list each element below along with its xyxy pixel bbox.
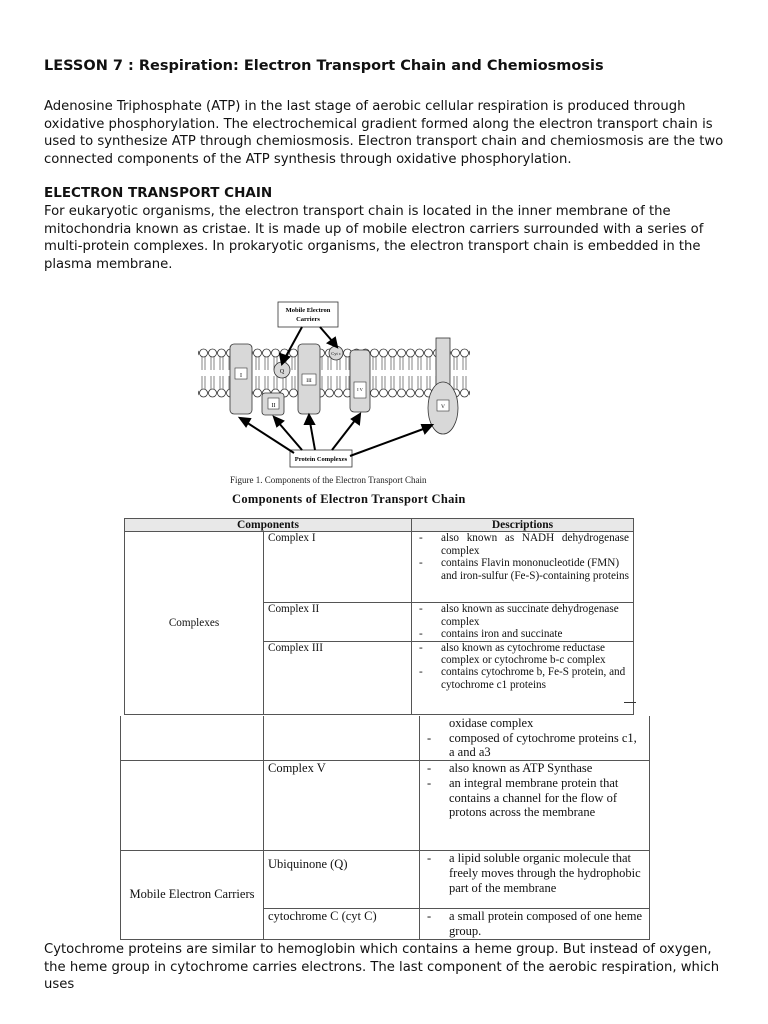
etc-paragraph: For eukaryotic organisms, the electron transport chain is located in the inner membrane of the mitochondria known as cristae. It is made up of mobile electron carriers surrounded with a series of multi-protein complexes. In prokaryotic organisms, the electron transport chain is embedded in the plasma membrane. <box>44 204 704 272</box>
components-table-continued <box>120 716 650 940</box>
etc-figure <box>190 298 480 473</box>
mobile-carriers-box <box>278 302 338 327</box>
component-name: Ubiquinone (Q) <box>264 851 420 909</box>
complex-iv-label: I V <box>357 387 363 392</box>
complex-i-label: I <box>240 373 242 379</box>
figure-caption: Figure 1. Components of the Electron Transport Chain <box>230 475 427 485</box>
header-components: Components <box>125 519 412 532</box>
component-name <box>264 716 420 761</box>
desc-item: - a small protein composed of one heme group. <box>424 909 645 938</box>
component-description <box>412 641 634 714</box>
desc-item: - also known as succinate dehydrogenase complex <box>416 603 629 628</box>
protein-complexes-label: Protein Complexes <box>294 456 348 463</box>
table-header-row <box>125 519 634 532</box>
q-label: Q <box>279 369 285 375</box>
component-name: Complex III <box>264 641 412 714</box>
component-name: Complex V <box>264 761 420 851</box>
lesson-title: LESSON 7 : Respiration: Electron Transport Chain and Chemiosmosis <box>44 58 604 74</box>
desc-item: - a lipid soluble organic molecule that freely moves through the hydrophobic part of the membrane <box>424 851 645 895</box>
group-complexes: Complexes <box>125 532 264 714</box>
table-row <box>121 761 650 851</box>
table-row <box>121 716 650 761</box>
complex-iii-label: III <box>306 378 312 384</box>
group-cell-empty <box>121 761 264 851</box>
component-description <box>412 603 634 641</box>
complex-iv-shape <box>350 350 370 412</box>
table-row <box>121 851 650 909</box>
complex-v-label: V <box>441 404 445 410</box>
desc-item: - contains cytochrome b, Fe-S protein, and cytochrome c1 proteins <box>416 666 629 691</box>
component-description <box>420 851 650 909</box>
component-name: cytochrome C (cyt C) <box>264 909 420 939</box>
group-mobile-carriers: Mobile Electron Carriers <box>121 851 264 939</box>
intro-paragraph: Adenosine Triphosphate (ATP) in the last stage of aerobic cellular respiration is produced through oxidative phosphorylation. The electrochemical gradient formed along the electron transport chain is used to synthesize ATP through chemiosmosis. Electron transport chain and chemiosmosis are the two connected components of the ATP synthesis through oxidative phosphorylation. <box>44 99 724 167</box>
mobile-carriers-label-1: Mobile Electron <box>285 307 331 314</box>
complex-ii-label: II <box>271 403 276 409</box>
desc-item: - composed of cytochrome proteins c1, a and a3 <box>424 731 645 760</box>
desc-item: - also known as ATP Synthase <box>424 761 645 776</box>
desc-item: - contains iron and succinate <box>416 628 629 640</box>
component-description <box>420 761 650 851</box>
mobile-carriers-label-2: Carriers <box>296 316 320 323</box>
desc-item: - contains Flavin mononucleotide (FMN) and iron-sulfur (Fe-S)-containing proteins <box>416 557 629 582</box>
desc-item: - an integral membrane protein that contains a channel for the flow of protons across the membrane <box>424 776 645 820</box>
table-title: Components of Electron Transport Chain <box>232 492 466 506</box>
page-cut-line <box>624 702 636 703</box>
component-name: Complex I <box>264 532 412 603</box>
group-cell-empty <box>121 716 264 761</box>
closing-paragraph: Cytochrome proteins are similar to hemoglobin which contains a heme group. But instead of oxygen, the heme group in cytochrome carries electrons. The last component of the aerobic respiration, which uses <box>44 942 720 993</box>
component-description <box>412 532 634 603</box>
desc-continued: oxidase complex <box>449 716 534 730</box>
component-description <box>420 909 650 939</box>
desc-item: - also known as cytochrome reductase complex or cytochrome b-c complex <box>416 642 629 667</box>
etc-heading: ELECTRON TRANSPORT CHAIN <box>44 185 273 201</box>
components-table <box>124 518 634 715</box>
table-row <box>125 532 634 603</box>
component-name: Complex II <box>264 603 412 641</box>
component-description <box>420 716 650 761</box>
desc-item: - also known as NADH dehydrogenase complex <box>416 532 629 557</box>
cyt-c-label: Cyt c <box>331 351 341 356</box>
header-descriptions: Descriptions <box>412 519 634 532</box>
